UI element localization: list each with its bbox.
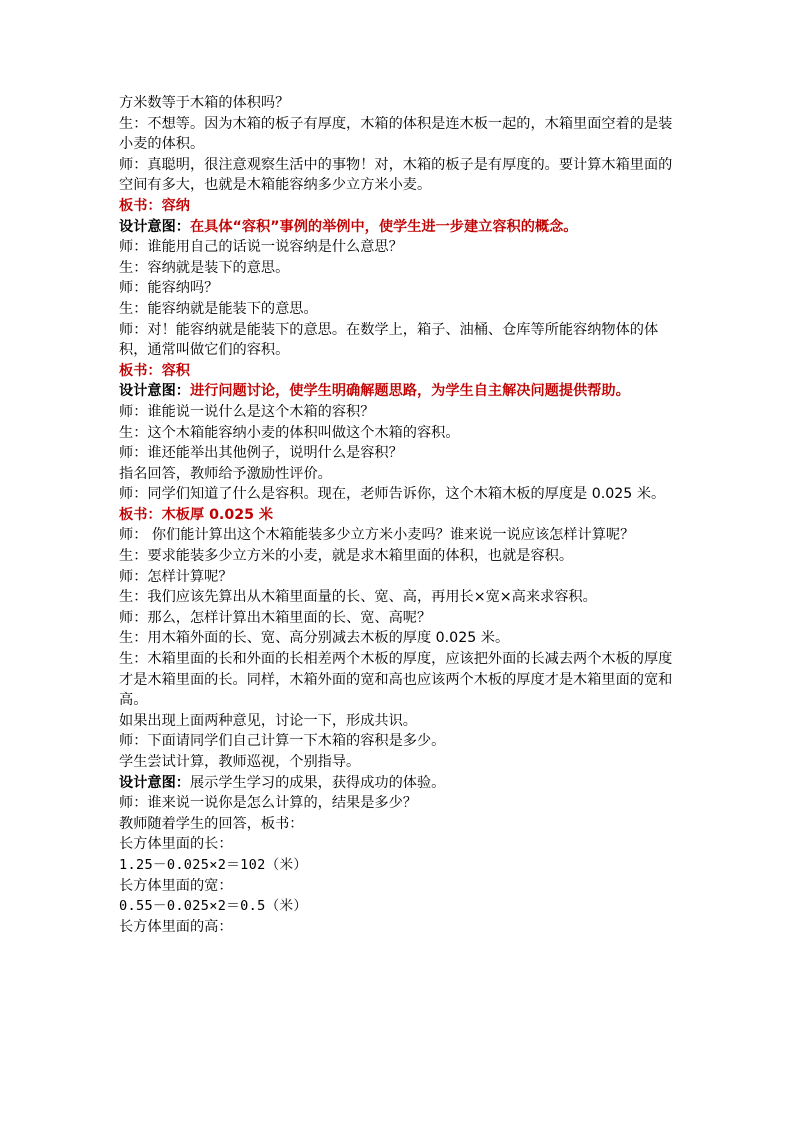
paragraph: 生：木箱里面的长和外面的长相差两个木板的厚度，应该把外面的长减去两个木板的厚度才是木箱里面的长。同样，木箱外面的宽和高也应该两个木板的厚度才是木箱里面的宽和高。: [119, 651, 673, 709]
paragraph: 指名回答，教师给予激励性评价。: [119, 465, 332, 482]
paragraph: 师：怎样计算呢？: [119, 568, 233, 585]
paragraph: 长方体里面的长：: [119, 836, 233, 853]
formula-line: 0.55－0.025×2＝0.5（米）: [119, 898, 308, 915]
design-intent-text: 进行问题讨论，使学生明确解题思路，为学生自主解决问题提供帮助。: [189, 383, 630, 400]
design-intent: [119, 217, 685, 238]
paragraph: 师：对！能容纳就是能装下的意思。在数学上，箱子、油桶、仓库等所能容纳物体的体积，通常叫做它们的容积。: [119, 321, 659, 359]
paragraph: 师：真聪明，很注意观察生活中的事物！对，木箱的板子是有厚度的。要计算木箱里面的空间有多大，也就是木箱能容纳多少立方米小麦。: [119, 156, 673, 194]
formula-line: 1.25－0.025×2＝102（米）: [119, 856, 308, 873]
paragraph: 教师随着学生的回答，板书：: [119, 815, 304, 832]
document-page: [119, 93, 685, 937]
board-note: 板书：木板厚 0.025 米: [119, 506, 274, 523]
paragraph: 长方体里面的高：: [119, 918, 233, 935]
design-intent-label: 设计意图：: [119, 218, 190, 235]
paragraph: 师：谁来说一说你是怎么计算的，结果是多少？: [119, 795, 417, 812]
paragraph: 生：要求能装多少立方米的小麦，就是求木箱里面的体积，也就是容积。: [119, 548, 574, 565]
paragraph: 师：下面请同学们自己计算一下木箱的容积是多少。: [119, 733, 446, 750]
paragraph: 生：容纳就是装下的意思。: [119, 259, 290, 276]
board-note: 板书：容积: [119, 362, 190, 379]
design-intent: [119, 381, 685, 402]
design-intent-label: 设计意图：: [119, 383, 190, 400]
paragraph: 方米数等于木箱的体积吗？: [119, 95, 290, 111]
design-intent-text: 在具体“容积”事例的举例中，使学生进一步建立容积的概念。: [189, 218, 578, 235]
paragraph: 生：我们应该先算出从木箱里面量的长、宽、高，再用长×宽×高来求容积。: [119, 589, 597, 606]
paragraph: 师：能容纳吗？: [119, 280, 219, 297]
paragraph: 生：这个木箱能容纳小麦的体积叫做这个木箱的容积。: [119, 424, 460, 441]
paragraph: 师：谁能说一说什么是这个木箱的容积？: [119, 403, 375, 420]
board-note: 板书：容纳: [119, 197, 190, 214]
paragraph: 生：用木箱外面的长、宽、高分别减去木板的厚度 0.025 米。: [119, 630, 510, 647]
design-intent: [119, 773, 685, 794]
paragraph: 生：不想等。因为木箱的板子有厚度，木箱的体积是连木板一起的，木箱里面空着的是装小麦的体积。: [119, 115, 673, 153]
paragraph: 师：谁还能举出其他例子，说明什么是容积？: [119, 445, 403, 462]
design-intent-label: 设计意图：: [119, 774, 190, 791]
paragraph: 师：那么，怎样计算出木箱里面的长、宽、高呢？: [119, 609, 432, 626]
paragraph: 师：同学们知道了什么是容积。现在，老师告诉你，这个木箱木板的厚度是 0.025 米。: [119, 486, 666, 503]
paragraph: 师：谁能用自己的话说一说容纳是什么意思？: [119, 239, 403, 256]
design-intent-text: 展示学生学习的成果，获得成功的体验。: [189, 774, 446, 791]
paragraph: 生：能容纳就是能装下的意思。: [119, 300, 318, 317]
paragraph: 师： 你们能计算出这个木箱能装多少立方米小麦吗？谁来说一说应该怎样计算呢？: [119, 527, 635, 544]
paragraph: 长方体里面的宽：: [119, 877, 233, 894]
paragraph: 学生尝试计算，教师巡视，个别指导。: [119, 754, 361, 770]
paragraph: 如果出现上面两种意见，讨论一下，形成共识。: [119, 712, 417, 729]
